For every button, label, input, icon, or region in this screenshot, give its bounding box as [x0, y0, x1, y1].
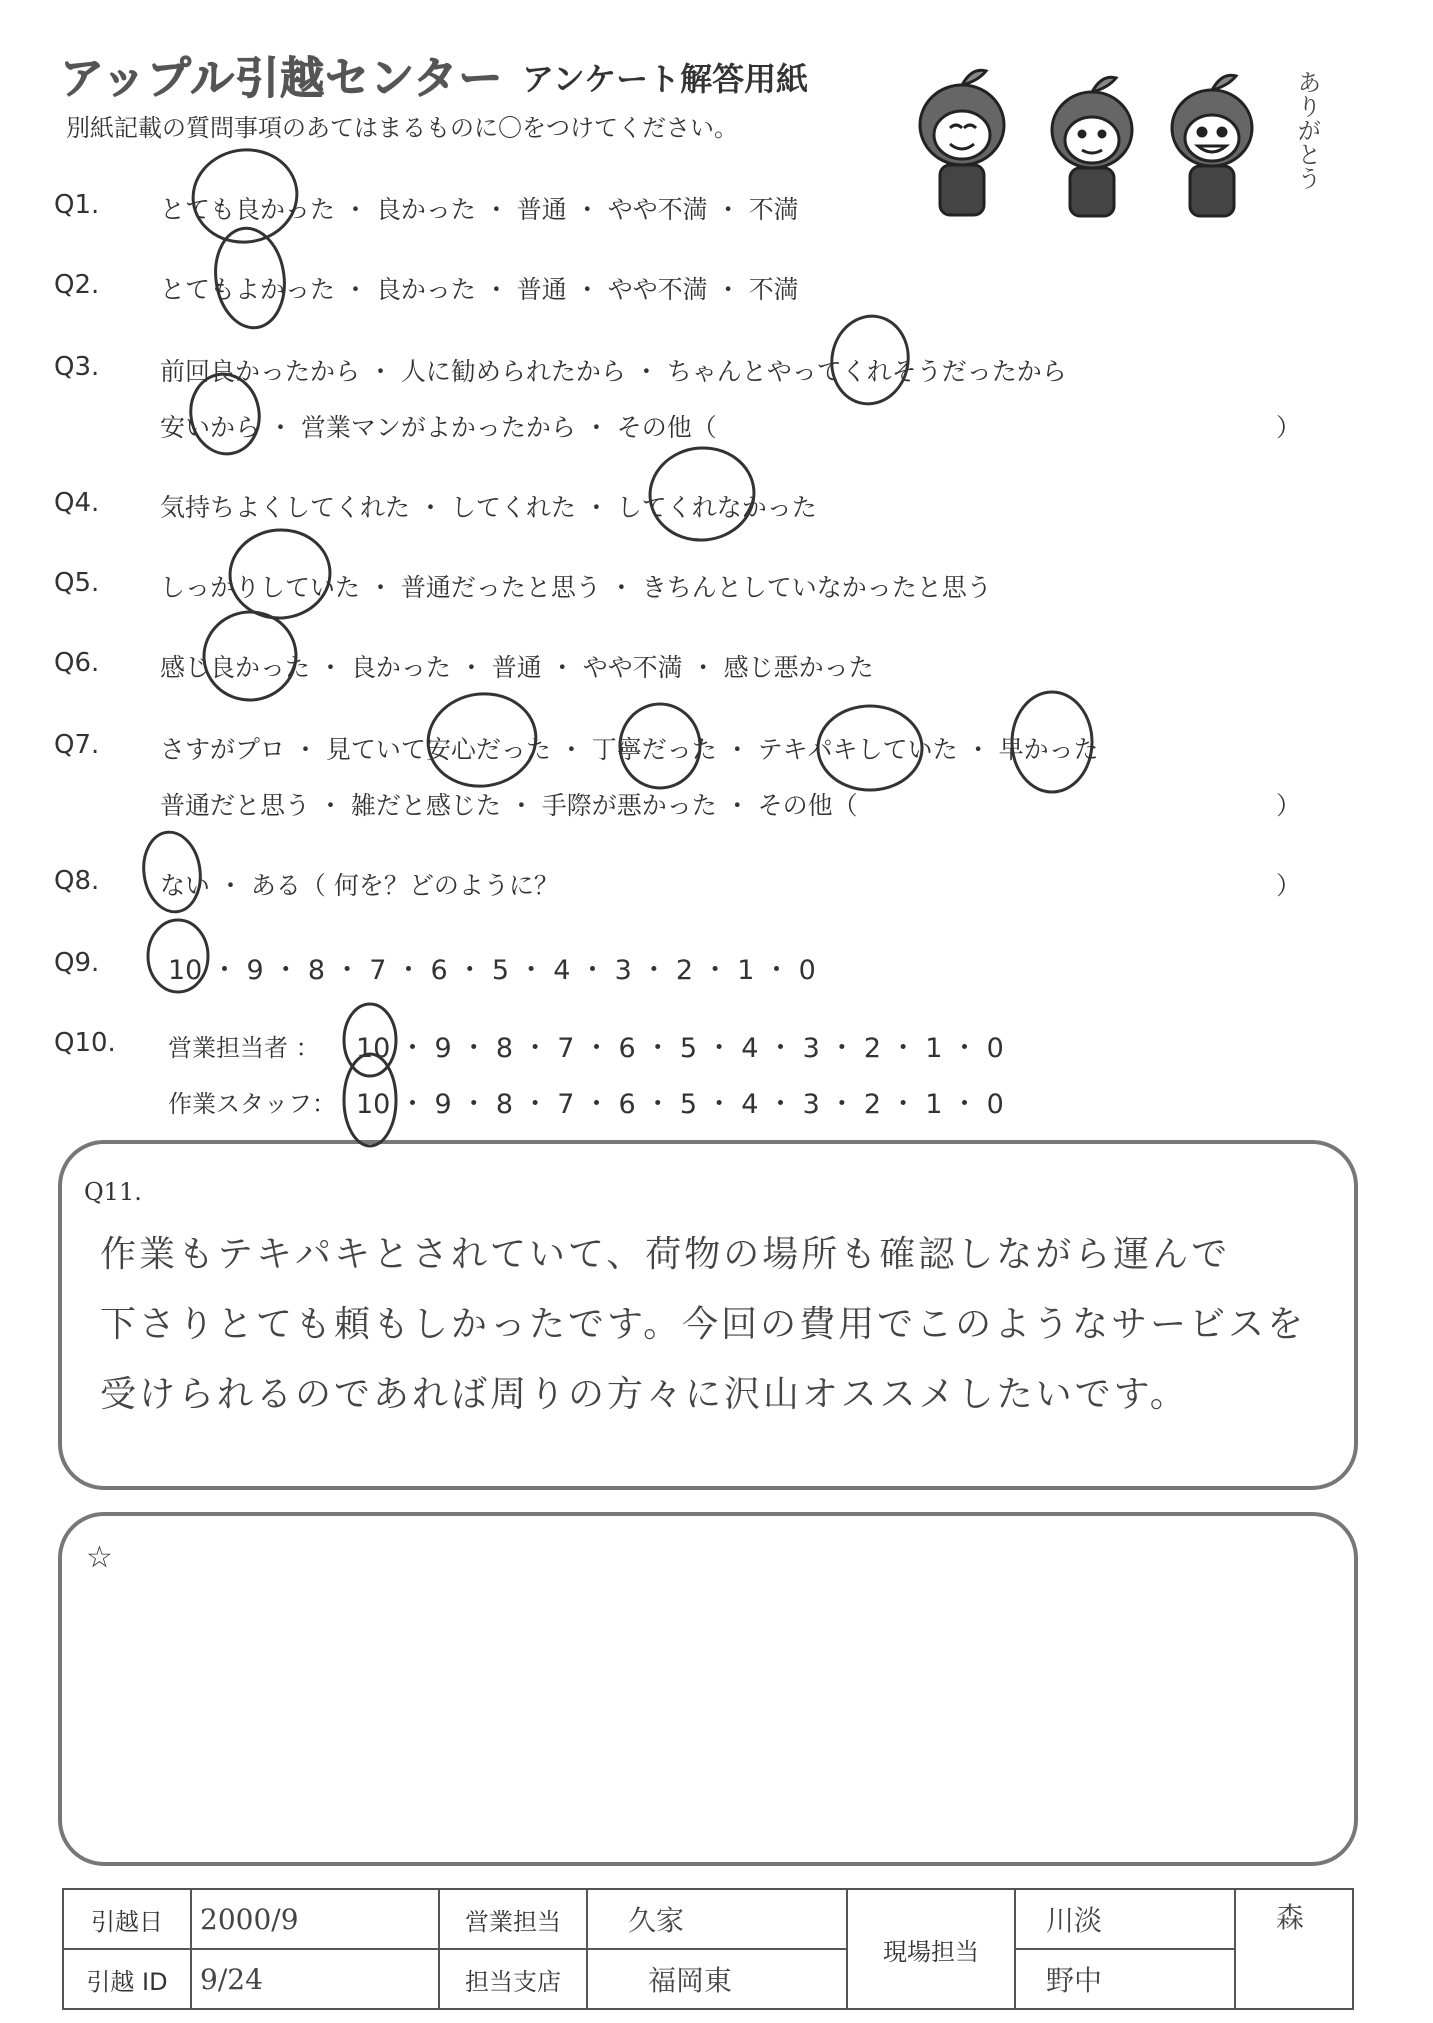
q8-label: Q8. [54, 866, 100, 896]
q5-options: しっかりしていた ・ 普通だったと思う ・ きちんとしていなかったと思う [160, 573, 992, 602]
move-id-label: 引越 ID [63, 1949, 191, 2009]
q11-comment-line-1: 作業もテキパキとされていて、荷物の場所も確認しながら運んで [100, 1234, 1231, 1275]
q7-options-line1: さすがプロ ・ 見ていて安心だった ・ 丁寧だった ・ テキパキしていた ・ 早かった [160, 735, 1099, 764]
q3-close-paren: ） [1276, 413, 1302, 442]
q4-label: Q4. [54, 488, 100, 518]
q3-label: Q3. [54, 352, 100, 382]
q5-label: Q5. [54, 568, 100, 598]
q4-options: 気持ちよくしてくれた ・ してくれた ・ してくれなかった [160, 493, 817, 522]
q10-sales-scale: 10 ・ 9 ・ 8 ・ 7 ・ 6 ・ 5 ・ 4 ・ 3 ・ 2 ・ 1 ・ 0 [356, 1033, 1004, 1064]
branch-label: 担当支店 [439, 1949, 587, 2009]
q7-options-line2: 普通だと思う ・ 雑だと感じた ・ 手際が悪かった ・ その他（ [160, 791, 858, 820]
q2-label: Q2. [54, 270, 100, 300]
q7-close-paren: ） [1276, 791, 1302, 820]
monkey-mascots-illustration [892, 50, 1342, 230]
sales-rep-value: 久家 [587, 1889, 847, 1949]
field-staff-value-1: 川淡 [1015, 1889, 1235, 1949]
star-comment-box [58, 1512, 1358, 1866]
q9-label: Q9. [54, 948, 100, 978]
q11-label: Q11. [84, 1178, 142, 1206]
q10-staff-label: 作業スタッフ： [168, 1090, 336, 1118]
q8-options: ない ・ ある（ 何を？どのように？ [160, 871, 559, 900]
move-date-label: 引越日 [63, 1889, 191, 1949]
q11-comment-line-2: 下さりとても頼もしかったです。今回の費用でこのようなサービスを [100, 1304, 1307, 1345]
thanks-text: ありがとう [1293, 70, 1321, 190]
q3-options-line1: 前回良かったから ・ 人に勧められたから ・ ちゃんとやってくれそうだったから [160, 357, 1067, 386]
q1-label: Q1. [54, 190, 100, 220]
form-title: アンケート解答用紙 [522, 60, 809, 98]
sales-rep-label: 営業担当 [439, 1889, 587, 1949]
q3-options-line2: 安いから ・ 営業マンがよかったから ・ その他（ [160, 413, 717, 442]
move-date-value: 2000/9 [191, 1889, 439, 1949]
q10-label: Q10. [54, 1028, 116, 1058]
q6-options: 感じ良かった ・ 良かった ・ 普通 ・ やや不満 ・ 感じ悪かった [160, 653, 874, 682]
star-icon: ☆ [86, 1540, 113, 1575]
field-staff-label: 現場担当 [847, 1889, 1015, 2009]
q10-sales-label: 営業担当者 ： [168, 1034, 320, 1062]
brand-title: アップル引越センター [60, 53, 504, 104]
q8-close-paren: ） [1276, 871, 1302, 900]
q7-label: Q7. [54, 730, 100, 760]
extra-staff-value: 森 [1235, 1889, 1353, 2009]
instruction-text: 別紙記載の質問事項のあてはまるものに〇をつけてください。 [66, 114, 738, 142]
q9-scale: 10 ・ 9 ・ 8 ・ 7 ・ 6 ・ 5 ・ 4 ・ 3 ・ 2 ・ 1 ・ 0 [168, 955, 816, 986]
q6-label: Q6. [54, 648, 100, 678]
branch-value: 福岡東 [587, 1949, 847, 2009]
q10-staff-scale: 10 ・ 9 ・ 8 ・ 7 ・ 6 ・ 5 ・ 4 ・ 3 ・ 2 ・ 1 ・ 0 [356, 1089, 1004, 1120]
field-staff-value-2: 野中 [1015, 1949, 1235, 2009]
info-table [62, 1888, 1354, 2010]
q1-options: とても良かった ・ 良かった ・ 普通 ・ やや不満 ・ 不満 [160, 195, 799, 224]
move-id-value: 9/24 [191, 1949, 439, 2009]
q11-comment-box [58, 1140, 1358, 1490]
q11-comment-line-3: 受けられるのであれば周りの方々に沢山オススメしたいです。 [100, 1374, 1189, 1415]
q2-options: とてもよかった ・ 良かった ・ 普通 ・ やや不満 ・ 不満 [160, 275, 799, 304]
